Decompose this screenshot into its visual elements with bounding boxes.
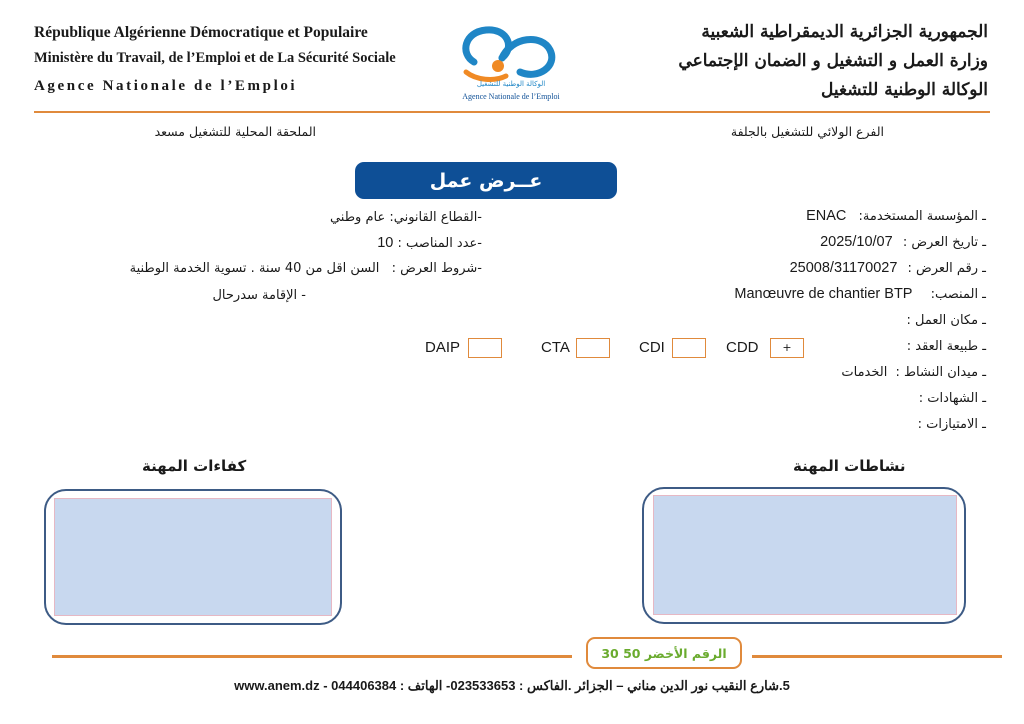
field-workplace: ـ مكان العمل : <box>906 313 986 328</box>
activities-frame <box>642 487 966 624</box>
number-value: 25008/31170027 <box>789 260 898 276</box>
skills-textarea[interactable] <box>54 498 332 616</box>
field-conditions <box>130 261 482 276</box>
skills-heading: كفاءات المهنة <box>142 457 247 475</box>
position-label: ـ المنصب: <box>930 287 986 302</box>
activity-value: الخدمات <box>841 365 888 380</box>
green-number-badge: الرقم الأخضر 50 30 <box>586 637 742 669</box>
activity-label: ـ ميدان النشاط : <box>895 365 986 380</box>
field-posts-count <box>377 235 482 251</box>
activities-heading: نشاطات المهنة <box>793 457 906 475</box>
field-residence: - الإقامة سدرحال <box>212 288 306 303</box>
logo-fr-text: Agence Nationale de l’Emploi <box>462 92 560 101</box>
contract-daip-checkbox[interactable] <box>468 338 502 358</box>
header-fr-republic: République Algérienne Démocratique et Populaire <box>34 24 368 41</box>
field-position <box>734 286 986 302</box>
header-ar-republic: الجمهورية الجزائرية الديمقراطية الشعبية <box>701 22 988 42</box>
position-value: Manœuvre de chantier BTP <box>734 286 913 302</box>
header-ar-ministry: وزارة العمل و التشغيل و الضمان الإجتماعي <box>678 51 988 71</box>
number-label: ـ رقم العرض : <box>907 261 986 276</box>
header-ar-agency: الوكالة الوطنية للتشغيل <box>821 80 988 100</box>
conditions-label: -شروط العرض : <box>391 261 482 276</box>
field-contract-type: ـ طبيعة العقد : <box>906 339 986 354</box>
employer-label: ـ المؤسسة المستخدمة: <box>858 209 986 224</box>
field-activity <box>841 365 986 380</box>
date-value: 2025/10/07 <box>820 234 893 250</box>
footer-rule-right <box>752 655 1002 658</box>
date-label: ـ تاريخ العرض : <box>902 235 986 250</box>
contract-cta-label: CTA <box>541 339 570 356</box>
contract-daip-label: DAIP <box>425 339 461 356</box>
footer-rule-left <box>52 655 572 658</box>
contract-cdi-checkbox[interactable] <box>672 338 706 358</box>
logo-ar-text: الوكالة الوطنية للتشغيل <box>476 80 546 88</box>
header-fr-ministry: Ministère du Travail, de l’Emploi et de La Sécurité Sociale <box>34 50 396 66</box>
conditions-value: السن اقل من 40 سنة . تسوية الخدمة الوطنية <box>129 261 380 276</box>
field-offer-date <box>820 234 986 250</box>
contract-cdi-label: CDI <box>639 339 665 356</box>
header-divider <box>34 111 990 113</box>
posts-value: 10 <box>377 235 394 251</box>
employer-value: ENAC <box>806 208 847 224</box>
field-legal-sector: -القطاع القانوني: عام وطني <box>329 210 482 225</box>
contract-cta-checkbox[interactable] <box>576 338 610 358</box>
footer-contact: 5.شارع النقيب نور الدين مناني – الجزائر .الفاكس : 023533653- الهاتف : 044406384 - www.anem.dz <box>234 678 790 693</box>
field-offer-number <box>790 260 986 276</box>
activities-textarea[interactable] <box>653 495 957 615</box>
field-certificates: ـ الشهادات : <box>918 391 986 406</box>
branch-local: الملحقة المحلية للتشغيل مسعد <box>154 124 316 139</box>
field-privileges: ـ الامتيازات : <box>917 417 986 432</box>
contract-cdd-checkbox[interactable]: + <box>770 338 804 358</box>
anem-logo <box>446 14 576 106</box>
field-employer <box>806 208 986 224</box>
branch-provincial: الفرع الولائي للتشغيل بالجلفة <box>730 124 884 139</box>
page-title: عــرض عمل <box>355 162 617 199</box>
posts-label: -عدد المناصب : <box>397 236 482 251</box>
header-fr-agency: Agence Nationale de l’Emploi <box>34 78 298 94</box>
skills-frame <box>44 489 342 625</box>
contract-cdd-label: CDD <box>726 339 759 356</box>
